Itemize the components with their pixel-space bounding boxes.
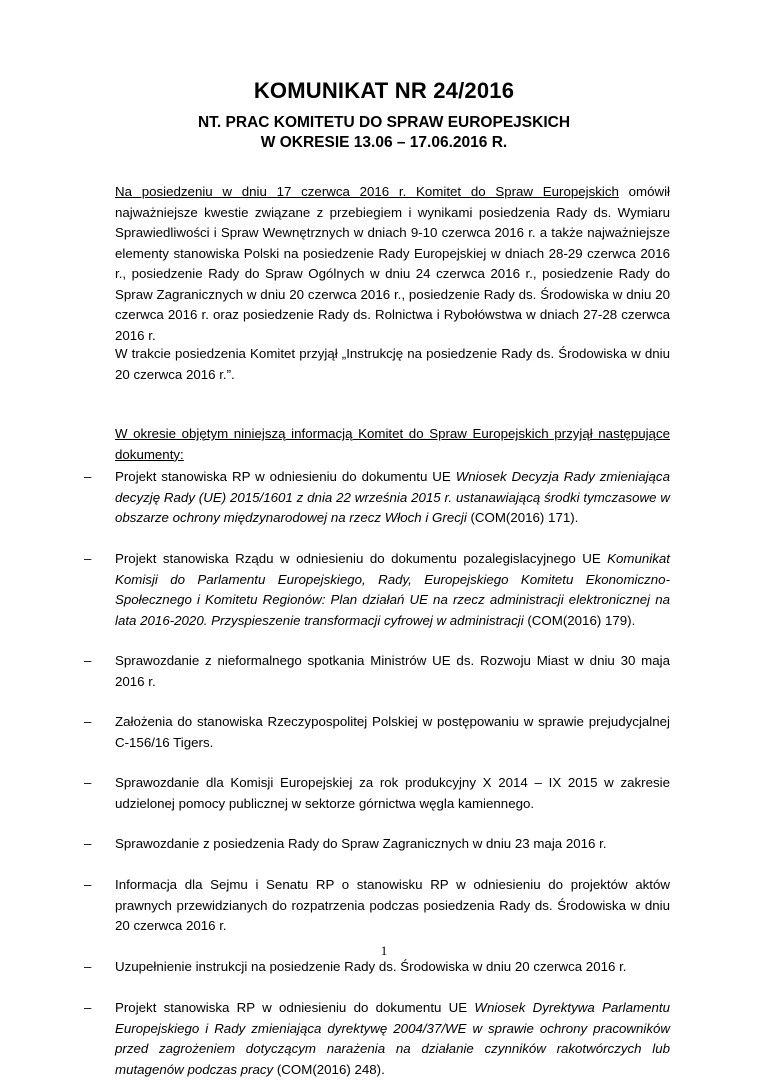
list-dash: –	[84, 714, 92, 729]
list-dash: –	[84, 959, 92, 974]
list-dash: –	[84, 877, 92, 892]
document-subtitle-line-1: NT. PRAC KOMITETU DO SPRAW EUROPEJSKICH	[197, 114, 571, 131]
intro-underlined-text: Na posiedzeniu w dniu 17 czerwca 2016 r. Komitet do Spraw Europejskich	[115, 184, 619, 199]
list-item-text: Sprawozdanie dla Komisji Europejskiej za rok produkcyjny X 2014 – IX 2015 w zakresie udzielonej pomocy publicznej w sektorze górnictwa węgla kamiennego.	[115, 775, 670, 811]
page-number: 1	[380, 943, 388, 958]
document-title: KOMUNIKAT NR 24/2016	[253, 78, 515, 103]
list-item-text: Uzupełnienie instrukcji na posiedzenie Rady ds. Środowiska w dniu 20 czerwca 2016 r.	[115, 959, 627, 974]
list-item-text: Projekt stanowiska RP w odniesieniu do dokumentu UE Wniosek Dyrektywa Parlamentu Europejskiego i Rady zmieniająca dyrektywę 2004/37/WE w sprawie ochrony pracowników przed zagrożeniem dotyczącym narażenia na działanie czynników rakotwórczych lub mutagenów podczas pracy (COM(2016) 248).	[115, 1000, 670, 1077]
intro-paragraph	[115, 182, 670, 346]
intro-text: omówił najważniejsze kwestie związane z przebiegiem i wynikami posiedzenia Rady ds. Wymiaru Sprawiedliwości i Spraw Wewnętrznych w dniach 9-10 czerwca 2016 r. a także najważniejsze elementy stanowiska Polski na posiedzenie Rady Europejskiej w dniach 28-29 czerwca 2016 r., posiedzenie Rady do Spraw Ogólnych w dniu 24 czerwca 2016 r., posiedzenie Rady do Spraw Zagranicznych w dniu 20 czerwca 2016 r., posiedzenie Rady ds. Środowiska w dniu 20 czerwca 2016 r. oraz posiedzenie Rady ds. Rolnictwa i Rybołówstwa w dniach 27-28 czerwca 2016 r.	[115, 184, 670, 343]
list-dash: –	[84, 1000, 92, 1015]
list-item-text: Sprawozdanie z posiedzenia Rady do Spraw Zagranicznych w dniu 23 maja 2016 r.	[115, 836, 607, 851]
list-item-text: Założenia do stanowiska Rzeczypospolitej Polskiej w postępowaniu w sprawie prejudycjalnej C-156/16 Tigers.	[115, 714, 670, 750]
list-dash: –	[84, 551, 92, 566]
list-dash: –	[84, 653, 92, 668]
list-dash: –	[84, 775, 92, 790]
adopted-instruction-paragraph: W trakcie posiedzenia Komitet przyjął „Instrukcję na posiedzenie Rady ds. Środowiska w dniu 20 czerwca 2016 r.”.	[115, 346, 670, 382]
list-item-text: Projekt stanowiska Rządu w odniesieniu do dokumentu pozalegislacyjnego UE Komunikat Komisji do Parlamentu Europejskiego, Rady, Europejskiego Komitetu Ekonomiczno-Społecznego i Komitetu Regionów: Plan działań UE na rzecz administracji elektronicznej na lata 2016-2020. Przyspieszenie transformacji cyfrowej w administracji (COM(2016) 179).	[115, 551, 670, 628]
list-item-text: Sprawozdanie z nieformalnego spotkania Ministrów UE ds. Rozwoju Miast w dniu 30 maja 2016 r.	[115, 653, 670, 689]
list-item-text: Projekt stanowiska RP w odniesieniu do dokumentu UE Wniosek Decyzja Rady zmieniająca decyzję Rady (UE) 2015/1601 z dnia 22 września 2015 r. ustanawiającą środki tymczasowe w obszarze ochrony międzynarodowej na rzecz Włoch i Grecji (COM(2016) 171).	[115, 469, 670, 525]
list-item-text: Informacja dla Sejmu i Senatu RP o stanowisku RP w odniesieniu do projektów aktów prawnych przewidzianych do rozpatrzenia podczas posiedzenia Rady ds. Środowiska w dniu 20 czerwca 2016 r.	[115, 877, 670, 933]
list-dash: –	[84, 836, 92, 851]
list-dash: –	[84, 469, 92, 484]
documents-list-heading: W okresie objętym niniejszą informacją Komitet do Spraw Europejskich przyjął następujące dokumenty:	[115, 426, 670, 462]
document-subtitle-line-2: W OKRESIE 13.06 – 17.06.2016 R.	[260, 134, 508, 151]
